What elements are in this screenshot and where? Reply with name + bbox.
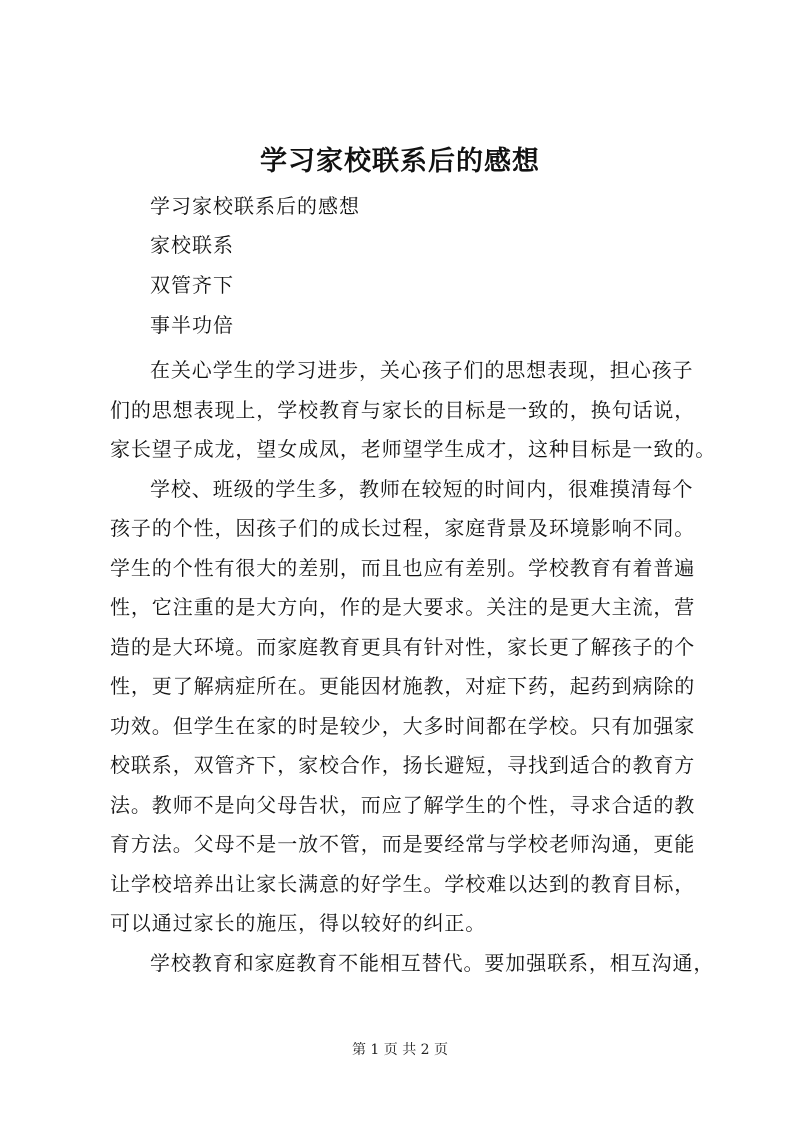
paragraph-line: 性，它注重的是大方向，作的是大要求。关注的是更大主流，营 xyxy=(110,595,696,619)
heading-line-2: 双管齐下 xyxy=(150,273,234,297)
paragraph-line: 孩子的个性，因孩子们的成长过程，家庭背景及环境影响不同。 xyxy=(110,516,696,540)
paragraph-line: 学校教育和家庭教育不能相互替代。要加强联系，相互沟通， xyxy=(150,950,715,975)
paragraph-line: 性，更了解病症所在。更能因材施教，对症下药，起药到病除的 xyxy=(110,674,696,698)
paragraph-line: 学校、班级的学生多，教师在较短的时间内，很难摸清每个 xyxy=(150,476,694,501)
paragraph-line: 家长望子成龙，望女成凤，老师望学生成才，这种目标是一致的。 xyxy=(110,437,717,461)
paragraph-line: 让学校培养出让家长满意的好学生。学校难以达到的教育目标， xyxy=(110,871,696,896)
document-title: 学习家校联系后的感想 xyxy=(260,146,540,177)
heading-line-3: 事半功倍 xyxy=(150,313,234,337)
paragraph-line: 们的思想表现上，学校教育与家长的目标是一致的，换句话说， xyxy=(110,397,696,422)
paragraph-2 xyxy=(110,470,710,944)
page-footer: 第 1 页 共 2 页 xyxy=(351,1042,449,1058)
paragraph-line: 在关心学生的学习进步，关心孩子们的思想表现，担心孩子 xyxy=(150,358,694,382)
paragraph-line: 校联系，双管齐下，家校合作，扬长避短，寻找到适合的教育方 xyxy=(110,753,696,777)
paragraph-line: 法。教师不是向父母告状，而应了解学生的个性，寻求合适的教 xyxy=(110,792,696,817)
paragraph-1 xyxy=(110,351,717,470)
paragraph-line: 造的是大环境。而家庭教育更具有针对性，家长更了解孩子的个 xyxy=(110,634,696,659)
subtitle-line: 学习家校联系后的感想 xyxy=(150,194,360,218)
paragraph-3 xyxy=(110,944,715,984)
paragraph-line: 可以通过家长的施压，得以较好的纠正。 xyxy=(110,911,487,935)
document-body xyxy=(110,351,717,983)
paragraph-line: 功效。但学生在家的时是较少，大多时间都在学校。只有加强家 xyxy=(110,713,696,738)
paragraph-line: 学生的个性有很大的差别，而且也应有差别。学校教育有着普遍 xyxy=(110,555,696,580)
paragraph-line: 育方法。父母不是一放不管，而是要经常与学校老师沟通，更能 xyxy=(110,832,696,856)
heading-line-1: 家校联系 xyxy=(150,233,234,257)
